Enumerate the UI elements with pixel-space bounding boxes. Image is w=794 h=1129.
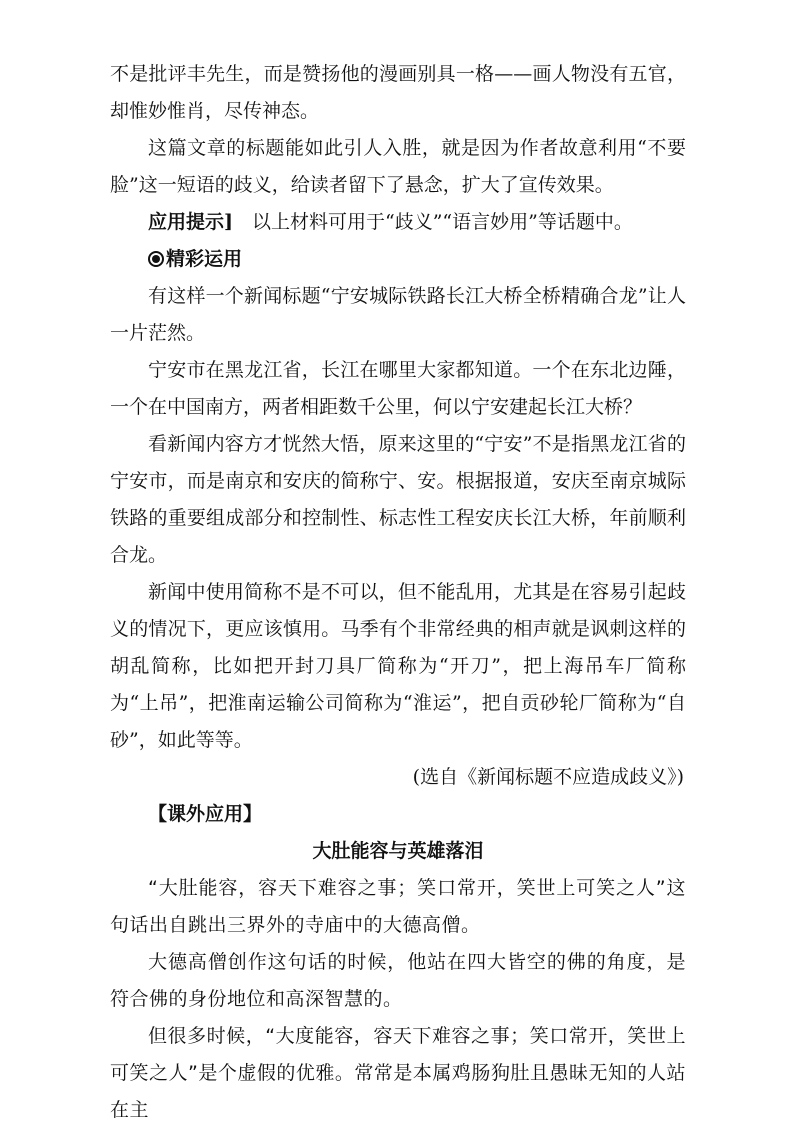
hint-label: 应用提示] bbox=[148, 211, 233, 233]
paragraph-false-elegance: 但很多时候，“大度能容，容天下难容之事；笑口常开，笑世上可笑之人”是个虚假的优雅。常常是本属鸡肠狗肚且愚昧无知的人站在主 bbox=[110, 1025, 686, 1121]
paragraph-geography: 宁安市在黑龙江省，长江在哪里大家都知道。一个在东北边陲，一个在中国南方，两者相距数千公里，何以宁安建起长江大桥？ bbox=[110, 359, 686, 418]
paragraph-explanation: 看新闻内容方才恍然大悟，原来这里的“宁安”不是指黑龙江省的宁安市，而是南京和安庆的简称宁、安。根据报道，安庆至南京城际铁路的重要组成部分和控制性、标志性工程安庆长江大桥，年前顺利合龙。 bbox=[110, 433, 686, 566]
article-title: 大肚能容与英雄落泪 bbox=[312, 840, 484, 862]
hint-text: 以上材料可用于“歧义”“语言妙用”等话题中。 bbox=[233, 211, 633, 233]
paragraph-title-analysis: 这篇文章的标题能如此引人入胜，就是因为作者故意利用“不要脸”这一短语的歧义，给读者留下了悬念，扩大了宣传效果。 bbox=[110, 137, 686, 196]
highlight-heading bbox=[110, 241, 686, 278]
source-citation: (选自《新闻标题不应造成歧义》) bbox=[412, 766, 684, 788]
paragraph-monk: 大德高僧创作这句话的时候，他站在四大皆空的佛的角度，是符合佛的身份地位和高深智慧的。 bbox=[110, 951, 686, 1010]
section-label: 【课外应用】 bbox=[148, 803, 263, 825]
paragraph-news-title: 有这样一个新闻标题“宁安城际铁路长江大桥全桥精确合龙”让人一片茫然。 bbox=[110, 285, 686, 344]
paragraph-continuation: 不是批评丰先生，而是赞扬他的漫画别具一格——画人物没有五官，却惟妙惟肖，尽传神态。 bbox=[110, 63, 686, 122]
paragraph-quote-origin: “大肚能容，容天下难容之事；笑口常开，笑世上可笑之人”这句话出自跳出三界外的寺庙中的大德高僧。 bbox=[110, 877, 686, 936]
application-hint bbox=[110, 204, 686, 241]
bullet-circle-icon bbox=[148, 251, 164, 267]
highlight-label: 精彩运用 bbox=[166, 248, 243, 270]
document-page bbox=[110, 56, 686, 1129]
paragraph-abbreviation: 新闻中使用简称不是不可以，但不能乱用，尤其是在容易引起歧义的情况下，更应该慎用。马季有个非常经典的相声就是讽刺这样的胡乱简称，比如把开封刀具厂简称为“开刀”，把上海吊车厂简称为“上吊”，把淮南运输公司简称为“淮运”，把自贡砂轮厂简称为“自砂”，如此等等。 bbox=[110, 581, 686, 751]
